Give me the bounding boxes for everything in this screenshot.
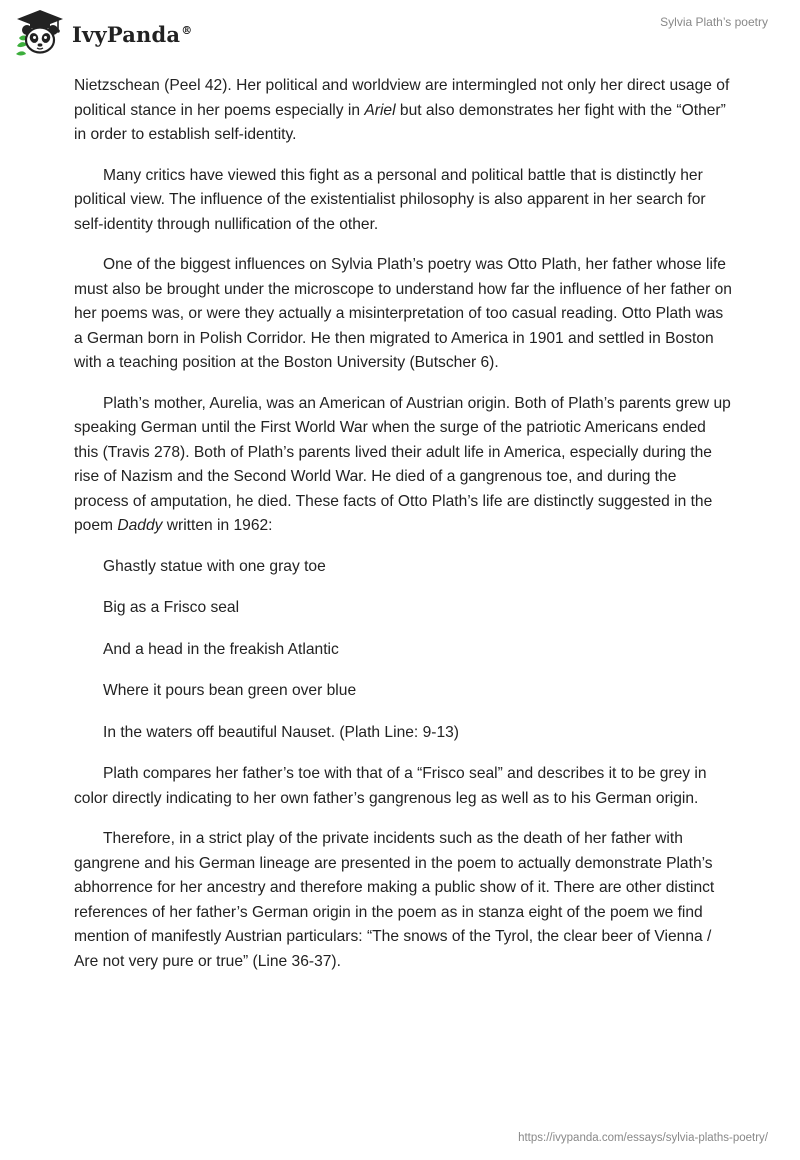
logo-wordmark: IvyPanda® xyxy=(72,21,193,47)
verse-line: Ghastly statue with one gray toe xyxy=(103,557,326,575)
verse-line: And a head in the freakish Atlantic xyxy=(103,640,339,658)
verse-line: Big as a Frisco seal xyxy=(103,599,240,616)
panda-graduate-icon xyxy=(14,8,66,58)
paragraph: Nietzschean (Peel 42). Her political and worldview are intermingled not only her direct usage of political stance in her poems especially in Ariel but also demonstrates her fight with the “Other” in order to establish self-identity. xyxy=(74,77,730,143)
italic-title: Daddy xyxy=(117,517,163,534)
paragraph: Therefore, in a strict play of the private incidents such as the death of her father with gangrene and his German lineage are presented in the poem to actually demonstrate Plath’s abhorrence for her ancestry and therefore making a public show of it. There are other distinct references of her father’s German origin in the poem as in stanza eight of the poem we find mention of manifestly Austrian particulars: “The snows of the Tyrol, the clear beer of Vienna / Are not very pure or true” (Line 36-37). xyxy=(74,830,715,970)
paragraph: One of the biggest influences on Sylvia Plath’s poetry was Otto Plath, her father whose life must also be brought under the microscope to understand how far the influence of her father on her poems was, or were they actually a misinterpretation of too casual reading. Otto Plath was a German born in Polish Corridor. He then migrated to America in 1901 and settled in Boston with a teaching position at the Boston University (Butscher 6). xyxy=(74,256,732,371)
paragraph: Plath compares her father’s toe with that of a “Frisco seal” and describes it to be grey in color directly indicating to her own father’s gangrenous leg as well as to his German origin. xyxy=(74,765,707,807)
source-url-link[interactable]: https://ivypanda.com/essays/sylvia-plaths-poetry/ xyxy=(518,1132,768,1144)
italic-title: Ariel xyxy=(364,101,396,119)
running-title: Sylvia Plath’s poetry xyxy=(660,15,768,29)
verse-line: In the waters off beautiful Nauset. (Plath Line: 9-13) xyxy=(103,723,459,741)
paragraph: Many critics have viewed this fight as a personal and political battle that is distinctly her political view. The influence of the existentialist philosophy is also apparent in her search for self-identity through nullification of the other. xyxy=(74,166,706,233)
verse-line: Where it pours bean green over blue xyxy=(103,682,357,699)
page-header xyxy=(0,0,800,70)
essay-body xyxy=(74,74,734,990)
ivypanda-logo[interactable] xyxy=(14,8,192,58)
paragraph: Plath’s mother, Aurelia, was an American of Austrian origin. Both of Plath’s parents grew up speaking German until the First World War when the surge of the patriotic Americans ended this (Travis 278). Both of Plath’s parents lived their adult life in America, especially during the rise of Nazism and the Second World War. He died of a gangrenous toe, and during the process of amputation, he died. These facts of Otto Plath’s life are distinctly suggested in the poem Daddy written in 1962: xyxy=(74,394,731,534)
